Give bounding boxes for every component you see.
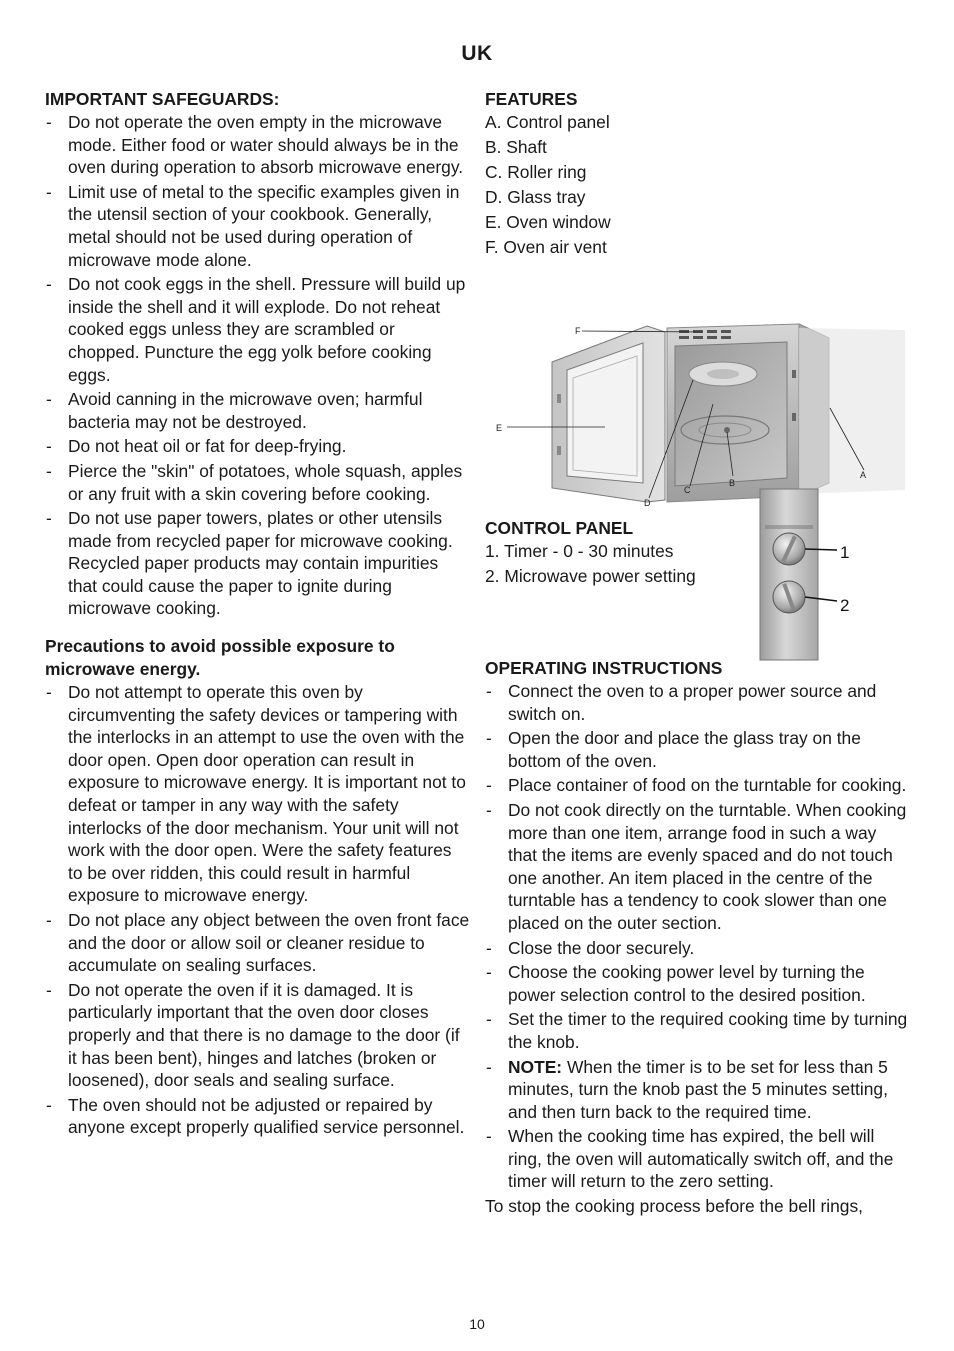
- operating-heading: OPERATING INSTRUCTIONS: [485, 658, 723, 678]
- control-panel-svg: [757, 487, 857, 662]
- list-item: - Limit use of metal to the specific examples given in the utensil section of your cookbook. Generally, metal should not be used during operation of microwave mode alone.: [45, 181, 470, 271]
- control-panel-heading: CONTROL PANEL: [485, 518, 634, 538]
- oven-svg: [487, 318, 907, 513]
- list-item: - Do not cook directly on the turntable. When cooking more than one item, arrange food in such a way that the items are evenly spaced and do not touch one another. An item placed in the centre of the turntable has a tendency to cook slower than one placed on the outer section.: [485, 799, 910, 935]
- microwave-oven-illustration: [487, 318, 907, 513]
- list-item: F. Oven air vent: [485, 236, 607, 257]
- list-item: - Open the door and place the glass tray on the bottom of the oven.: [485, 727, 910, 772]
- oven-side-panel: [799, 328, 905, 494]
- control-panel-section: [485, 517, 745, 590]
- page-language-header: UK: [461, 42, 493, 65]
- list-item: - The oven should not be adjusted or repaired by anyone except properly qualified service personnel.: [45, 1094, 470, 1139]
- figure-label-2: 2: [840, 596, 850, 615]
- note-label: NOTE:: [508, 1056, 563, 1077]
- list-item: D. Glass tray: [485, 186, 586, 207]
- control-panel-illustration: [757, 487, 857, 662]
- operating-instructions-section: [485, 657, 910, 1218]
- page-number: 10: [469, 1316, 485, 1332]
- list-item: - Do not use paper towers, plates or other utensils made from recycled paper for microwave cooking. Recycled paper products may contain impurities that could cause the paper to ignite during microwave cooking.: [45, 507, 470, 620]
- list-item: - Close the door securely.: [485, 937, 910, 960]
- oven-light-center: [707, 369, 739, 379]
- list-item: - Do not operate the oven if it is damaged. It is particularly important that the oven door closes properly and that there is no damage to the door (if it has been bent), hinges and latches (broken or loosened), door seals and sealing surface.: [45, 979, 470, 1092]
- list-item: 1. Timer - 0 - 30 minutes: [485, 541, 674, 561]
- list-item: - Do not operate the oven empty in the microwave mode. Either food or water should always be in the oven during operation to absorb microwave energy.: [45, 111, 470, 179]
- list-item: 2. Microwave power setting: [485, 565, 696, 586]
- list-item: E. Oven window: [485, 211, 611, 232]
- precautions-heading: Precautions to avoid possible exposure to microwave energy.: [45, 636, 395, 680]
- list-item: B. Shaft: [485, 136, 547, 157]
- features-heading: FEATURES: [485, 89, 578, 109]
- list-item: - Do not attempt to operate this oven by circumventing the safety devices or tampering with the interlocks in an attempt to use the oven with the door open. Open door operation can result in exposure to microwave energy. It is important not to defeat or tamper in any way with the safety interlocks of the door mechanism. Your unit will not work with the door open. Were the safety features to be over ridden, this could result in harmful exposure to microwave energy.: [45, 681, 470, 907]
- door-latch: [557, 394, 561, 403]
- list-item: - Place container of food on the turntable for cooking.: [485, 774, 910, 797]
- precautions-list: [45, 681, 470, 1139]
- closing-text: To stop the cooking process before the bell rings,: [485, 1196, 863, 1217]
- control-panel-strip: [760, 489, 818, 660]
- operating-list: [485, 680, 910, 1193]
- features-section: [485, 88, 910, 261]
- list-item: - Pierce the "skin" of potatoes, whole squash, apples or any fruit with a skin covering before cooking.: [45, 460, 470, 505]
- safeguards-heading: IMPORTANT SAFEGUARDS:: [45, 89, 280, 109]
- latch-hole: [792, 370, 796, 378]
- list-item: - Set the timer to the required cooking time by turning the knob.: [485, 1008, 910, 1053]
- safeguards-list: [45, 111, 470, 620]
- list-item: - Connect the oven to a proper power source and switch on.: [485, 680, 910, 725]
- list-item: - Do not heat oil or fat for deep-frying.: [45, 435, 470, 458]
- door-latch: [557, 446, 561, 455]
- latch-hole: [792, 413, 796, 421]
- list-item: - When the cooking time has expired, the bell will ring, the oven will automatically switch off, and the timer will return to the zero setting.: [485, 1125, 910, 1193]
- list-item: - Do not place any object between the oven front face and the door or allow soil or cleaner residue to accumulate on sealing surfaces.: [45, 909, 470, 977]
- note-text: When the timer is to be set for less than 5 minutes, turn the knob past the 5 minutes setting, and then turn back to the required time.: [508, 1056, 888, 1122]
- figure-label-1: 1: [840, 543, 850, 562]
- left-column: [45, 88, 470, 1141]
- list-item: - Do not cook eggs in the shell. Pressure will build up inside the shell and it will explode. Do not reheat cooked eggs unless they are scrambled or chopped. Puncture the egg yolk before cooking eggs.: [45, 273, 470, 386]
- list-item: A. Control panel: [485, 112, 610, 132]
- list-item: - Avoid canning in the microwave oven; harmful bacteria may not be destroyed.: [45, 388, 470, 433]
- figure-label-f: F: [575, 326, 581, 336]
- figure-label-b: B: [729, 478, 736, 488]
- panel-dial-scale: [765, 525, 813, 529]
- figure-label-c: C: [684, 485, 691, 495]
- list-item-note: [485, 1056, 910, 1124]
- figure-label-a: A: [860, 470, 867, 480]
- leader-line-1: [805, 549, 837, 550]
- list-item: - Choose the cooking power level by turning the power selection control to the desired position.: [485, 961, 910, 1006]
- list-item: C. Roller ring: [485, 161, 587, 182]
- features-list: [485, 111, 910, 259]
- control-panel-list: [485, 540, 745, 588]
- figure-label-e: E: [496, 423, 503, 433]
- figure-label-d: D: [644, 498, 651, 508]
